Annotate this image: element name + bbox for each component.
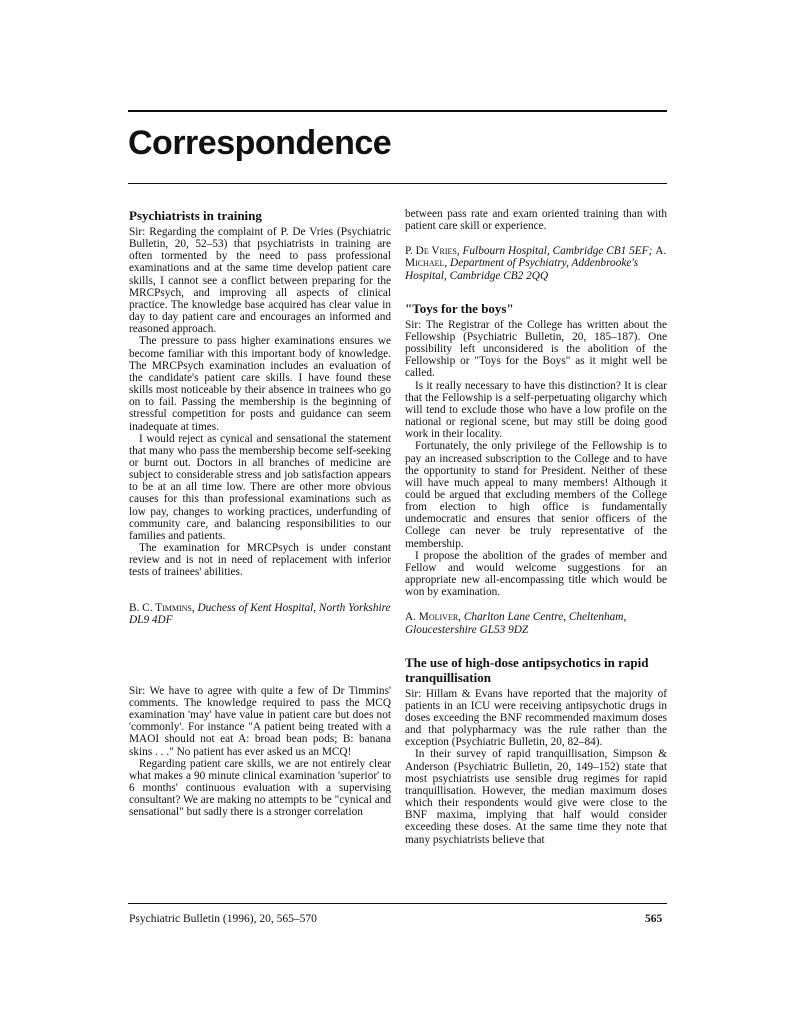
toys-paragraph-3: Fortunately, the only privilege of the Fellowship is to pay an increased subscription to the College and to have the opportunity to stand for President. Neither of these will have much appeal to many members! Although it could be argued that excluding members of the College from election to high office is fundamentally undemocratic and ensures that senior officers of the College can never be truly representative of the membership. [405,440,667,550]
author-affiliation: Department of Psychiatry, Addenbrooke's Hospital, Cambridge CB2 2QQ [405,257,639,282]
high-dose-paragraph-1: Sir: Hillam & Evans have reported that the majority of patients in an ICU were receiving antipsychotic drugs in doses exceeding the BNF recommended maximum doses and that polypharmacy was the rule rather than the exception (Psychiatric Bulletin, 20, 82–84). [405,687,667,749]
toys-signature [405,611,667,635]
title-rule [128,183,667,184]
author-affiliation: Duchess of Kent Hospital, North Yorkshire DL9 4DF [129,601,391,626]
letter1-signature [129,602,391,626]
author-affiliation: Charlton Lane Centre, Cheltenham, Gloucestershire GL53 9DZ [405,611,627,636]
letter2-paragraph-2: Regarding patient care skills, we are not entirely clear what makes a 90 minute clinical examination 'superior' to 6 months' continuous evaluation with a supervising consultant? We are making no attempts to be "cynical and sensational" but sadly there is a stronger correlation [129,757,391,819]
letter2-paragraph-1: Sir: We have to agree with quite a few of Dr Timmins' comments. The knowledge required to pass the MCQ examination 'may' have value in patient care but does not 'commonly'. For instance "A patient being treated with a MAOI should not eat A: broad bean pods; B: banana skins . . ." No patient has ever asked us an MCQ! [129,684,391,758]
toys-paragraph-2: Is it really necessary to have this distinction? It is clear that the Fellowship is a self-perpetuating oligarchy which will tend to exclude those who have a low profile on the national or regional scene, but may still be doing good work in their locality. [405,379,667,441]
author-name: A. Michael, [405,245,667,270]
letter1-paragraph-1: Sir: Regarding the complaint of P. De Vries (Psychiatric Bulletin, 20, 52–53) that psychiatrists in training are often tormented by the need to pass professional examinations and at the same time develop patient care skills, I cannot see a conflict between preparing for the MRCPsych, and improving all aspects of clinical practice. The knowledge base acquired has clear value in day to day patient care and encourages an informed and reasoned approach. [129,226,391,336]
letter2-signature [405,245,667,281]
author-name: A. Moliver, [405,611,462,624]
page-number: 565 [645,913,663,925]
footer-citation: Psychiatric Bulletin (1996), 20, 565–570 [129,913,317,925]
author-affiliation: Fulbourn Hospital, Cambridge CB1 5EF; [462,245,653,258]
article-heading-high-dose-antipsychotics: The use of high-dose antipsychotics in rapid tranquillisation [405,654,649,685]
right-column [405,208,667,846]
letter1-paragraph-3: I would reject as cynical and sensational the statement that many who pass the membership become self-seeking or burnt out. Doctors in all branches of medicine are subject to considerable stress and job satisfaction appears to be at an all time low. There are other more obvious causes for this than professional examinations such as low pay, changes to working practices, underfunding of community care, and balancing responsibilities to our families and patients. [129,432,391,542]
article-heading-psychiatrists-in-training: Psychiatrists in training [129,208,262,223]
author-name: P. De Vries, [405,245,460,258]
footer-rule [128,903,667,904]
letter1-paragraph-2: The pressure to pass higher examinations ensures we become familiar with this important body of knowledge. The MRCPsych examination includes an evaluation of the candidate's patient care skills. I have found these skills most noticeable by their absence in trainees who go on to fail. Passing the membership is the beginning of stressful competition for posts and guidance can seem inadequate at times. [129,335,391,433]
toys-paragraph-1: Sir: The Registrar of the College has written about the Fellowship (Psychiatric Bulletin, 20, 185–187). One possibility left unconsidered is the abolition of the Fellowship or "Toys for the Boys" as it might well be called. [405,318,667,380]
letter2-continuation: between pass rate and exam oriented training than with patient care skill or experience. [405,208,667,233]
toys-paragraph-4: I propose the abolition of the grades of member and Fellow and would welcome suggestions for an appropriate new all-encompassing title which would be won by examination. [405,549,667,599]
letter1-paragraph-4: The examination for MRCPsych is under constant review and is not in need of replacement with inferior tests of trainees' abilities. [129,542,391,579]
article-heading-toys-for-the-boys: "Toys for the boys" [405,300,514,316]
left-column [129,208,391,819]
top-rule [128,110,667,112]
page-title: Correspondence [128,124,392,162]
author-name: B. C. Timmins, [129,601,195,614]
high-dose-paragraph-2: In their survey of rapid tranquillisation, Simpson & Anderson (Psychiatric Bulletin, 20, 149–152) state that most psychiatrists use sensible drug regimes for rapid tranquillisation. However, the median maximum doses which their respondents would give were close to the BNF maxima, implying that half would consider exceeding these doses. At the same time they note that many psychiatrists believe that [405,748,667,846]
